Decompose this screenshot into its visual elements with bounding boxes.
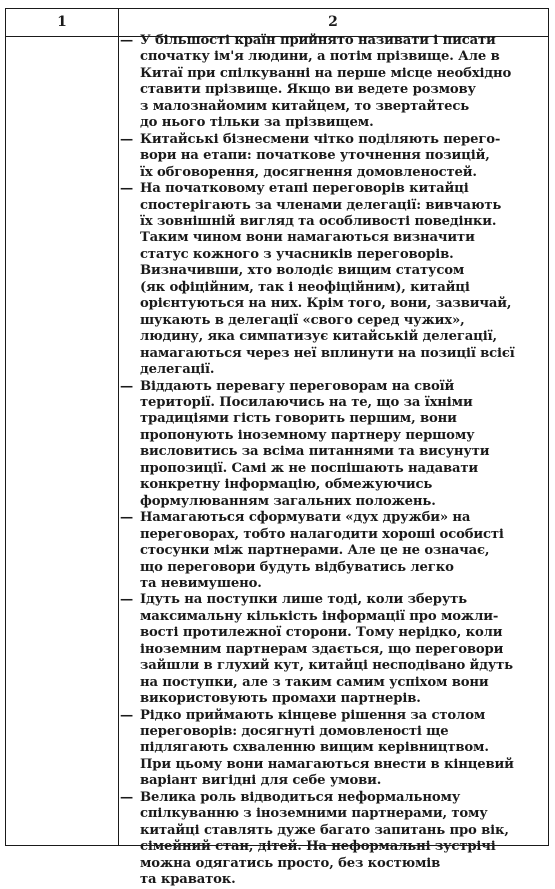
- list-item-text: [140, 790, 547, 889]
- text-line: що переговори будуть відбуватись легко: [140, 559, 454, 575]
- text-line: висловитись за всіма питаннями та висунути: [140, 444, 490, 460]
- text-line: переговорів: досягнуті домовленості ще: [140, 724, 449, 740]
- text-line: вори на етапи: початкове уточнення позицій,: [140, 148, 490, 164]
- column-divider: [118, 9, 119, 845]
- bullet-dash: —: [120, 707, 134, 723]
- list-item-text: [140, 592, 547, 707]
- bullet-dash: —: [120, 592, 134, 608]
- text-line: пропонують іноземному партнеру першому: [140, 427, 475, 443]
- text-line: використовують промахи партнерів.: [140, 691, 421, 707]
- text-line: можна одягатись просто, без костюмів: [140, 855, 441, 871]
- list-item-text: [140, 33, 547, 132]
- text-line: на поступки, але з таким самим успіхом вони: [140, 674, 489, 690]
- text-line: Рідко приймають кінцеве рішення за столом: [140, 707, 486, 723]
- bullet-dash: —: [120, 378, 134, 394]
- text-line: Намагаються сформувати «дух дружби» на: [140, 510, 471, 526]
- list-item-text: [140, 181, 547, 378]
- text-line: людину, яка симпатизує китайській делегації,: [140, 329, 497, 345]
- text-line: максимальну кількість інформації про можли-: [140, 608, 499, 624]
- text-line: конкретну інформацію, обмежуючись: [140, 477, 433, 493]
- text-line: китайці ставлять дуже багато запитань про вік,: [140, 822, 509, 838]
- list-item: [120, 510, 547, 592]
- column-2-header: 2: [328, 14, 338, 30]
- text-line: та краваток.: [140, 872, 236, 888]
- text-line: спочатку ім'я людини, а потім прізвище. Але в: [140, 49, 500, 65]
- bullet-dash: —: [120, 181, 134, 197]
- text-line: (як офіційним, так і неофіційним), китайці: [140, 279, 470, 295]
- text-line: та невимушено.: [140, 575, 262, 591]
- list-item-text: [140, 132, 547, 181]
- text-line: шукають в делегації «свого серед чужих»,: [140, 312, 465, 328]
- text-line: орієнтуються на них. Крім того, вони, зазвичай,: [140, 296, 512, 312]
- text-line: до нього тільки за прізвищем.: [140, 115, 374, 131]
- list-item: [120, 379, 547, 511]
- bullet-dash: —: [120, 789, 134, 805]
- text-line: На початковому етапі переговорів китайці: [140, 181, 469, 197]
- text-line: Визначивши, хто володіє вищим статусом: [140, 263, 465, 279]
- text-line: стосунки між партнерами. Але це не означає,: [140, 543, 490, 559]
- text-line: території. Посилаючись на те, що за їхніми: [140, 394, 473, 410]
- column-1-header: 1: [57, 14, 67, 30]
- bullet-dash: —: [120, 510, 134, 526]
- text-line: Велика роль відводиться неформальному: [140, 789, 461, 805]
- text-line: Ідуть на поступки лише тоді, коли зберуть: [140, 592, 467, 608]
- text-line: пропозиції. Самі ж не поспішають надавати: [140, 460, 479, 476]
- text-line: намагаються через неї вплинути на позиції всієї: [140, 345, 515, 361]
- list-item: [120, 708, 547, 790]
- bullet-dash: —: [120, 131, 134, 147]
- text-line: Віддають перевагу переговорам на своїй: [140, 378, 455, 394]
- text-line: формулюванням загальних положень.: [140, 493, 436, 509]
- text-line: їх обговорення, досягнення домовленостей.: [140, 164, 477, 180]
- text-line: Китаї при спілкуванні на перше місце необхідно: [140, 65, 512, 81]
- list-item: [120, 790, 547, 889]
- text-line: з малознайомим китайцем, то звертайтесь: [140, 98, 470, 114]
- list-item: [120, 592, 547, 707]
- text-line: переговорах, тобто налагодити хороші особисті: [140, 526, 504, 542]
- text-line: статус кожного з учасників переговорів.: [140, 246, 454, 262]
- list-item-text: [140, 708, 547, 790]
- text-line: Таким чином вони намагаються визначити: [140, 230, 475, 246]
- text-line: зайшли в глухий кут, китайці несподівано йдуть: [140, 658, 513, 674]
- list-item: [120, 33, 547, 132]
- text-line: Китайські бізнесмени чітко поділяють перего-: [140, 131, 501, 147]
- text-line: спостерігають за членами делегації: вивчають: [140, 197, 502, 213]
- list-item: [120, 181, 547, 378]
- bullet-list: [120, 33, 547, 889]
- text-line: варіант вигідні для себе умови.: [140, 773, 382, 789]
- text-line: іноземним партнерам здається, що переговори: [140, 641, 504, 657]
- list-item-text: [140, 510, 547, 592]
- text-line: У більшості країн прийнято називати і писати: [140, 33, 496, 48]
- text-line: підлягають схваленню вищим керівництвом.: [140, 740, 489, 756]
- text-line: традиціями гість говорить першим, вони: [140, 411, 457, 427]
- text-line: вості протилежної сторони. Тому нерідко, коли: [140, 625, 503, 641]
- text-line: сімейний стан, дітей. На неформальні зустрічі: [140, 839, 496, 855]
- bullet-dash: —: [120, 33, 134, 48]
- text-line: ставити прізвище. Якщо ви ведете розмову: [140, 82, 476, 98]
- text-line: спілкуванню з іноземними партнерами, тому: [140, 806, 488, 822]
- text-line: делегації.: [140, 362, 215, 378]
- list-item: [120, 132, 547, 181]
- list-item-text: [140, 379, 547, 511]
- text-line: їх зовнішній вигляд та особливості поведінки.: [140, 213, 497, 229]
- text-line: При цьому вони намагаються внести в кінцевий: [140, 756, 514, 772]
